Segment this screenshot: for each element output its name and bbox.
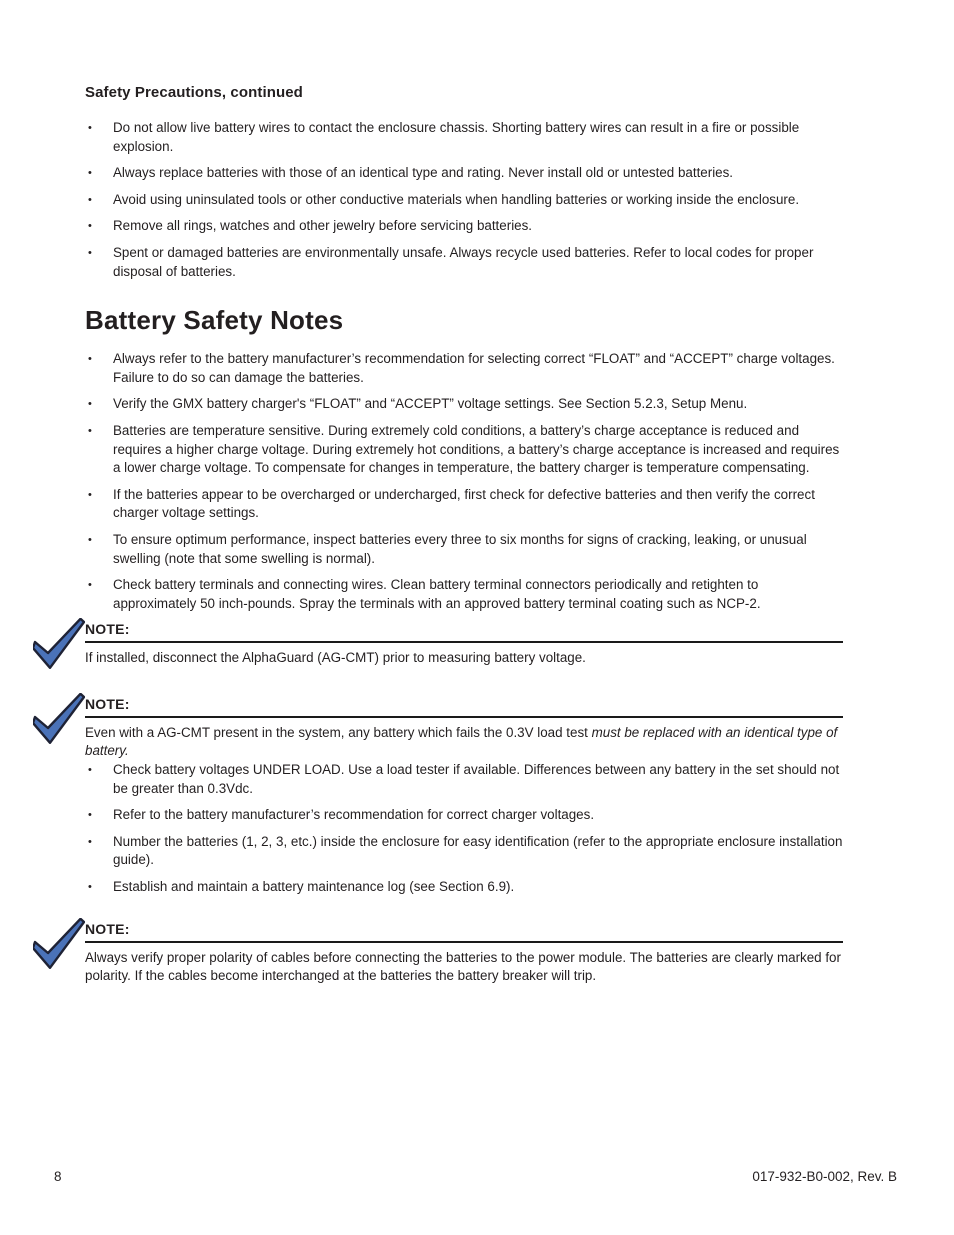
list-item-text: Always refer to the battery manufacturer’s recommendation for selecting correct “FLOAT” and “ACCEPT” charge voltages. Failure to do so can damage the batteries. [113,351,835,385]
bullet-icon: • [88,809,92,822]
note-text-span: Always verify proper polarity of cables before connecting the batteries to the power module. The batteries are clearly marked for polarity. If the cables become interchanged at the batteries the battery breaker will trip. [85,949,841,984]
list-item [85,806,843,825]
bullet-icon: • [88,398,92,411]
document-reference: 017-932-B0-002, Rev. B [752,1169,897,1184]
list-item-text: If the batteries appear to be overcharged or undercharged, first check for defective batteries and then verify the correct charger voltage settings. [113,486,815,521]
list-item-text: Spent or damaged batteries are environmentally unsafe. Always recycle used batteries. Refer to local codes for proper disposal of batteries. [113,244,814,279]
bullet-icon: • [88,193,92,206]
checkmark-icon [33,918,85,969]
note-label: NOTE: [85,621,843,643]
note-label: NOTE: [85,696,843,718]
bullet-icon: • [88,533,92,546]
list-item-text: Check battery voltages UNDER LOAD. Use a load tester if available. Differences between any battery in the set should not be greater than 0.3Vdc. [113,762,840,796]
bullet-icon: • [88,579,92,592]
bullet-icon: • [88,167,92,180]
list-item [85,486,843,523]
list-item [85,217,843,236]
checkmark-icon [33,618,85,669]
section-heading-safety-precautions: Safety Precautions, continued [85,84,303,101]
note-block [85,696,843,761]
list-item [85,244,843,281]
list-item-text: To ensure optimum performance, inspect batteries every three to six months for signs of cracking, leaking, or unusual swelling (note that some swelling is normal). [113,531,807,566]
list-item-text: Remove all rings, watches and other jewelry before servicing batteries. [113,218,533,234]
page-footer [54,1169,897,1184]
list-item [85,164,843,183]
bullet-icon: • [88,488,92,501]
note-text [85,949,843,986]
note-block [85,621,843,668]
list-item [85,350,843,387]
note-text-span: If installed, disconnect the AlphaGuard (AG-CMT) prior to measuring battery voltage. [85,650,586,666]
bullet-icon: • [88,353,92,366]
list-item-text: Always replace batteries with those of an identical type and rating. Never install old or untested batteries. [113,165,734,181]
list-item [85,878,843,897]
list-item-text: Avoid using uninsulated tools or other conductive materials when handling batteries or working inside the enclosure. [113,191,800,207]
note-text-span: Even with a AG-CMT present in the system, any battery which fails the 0.3V load test [85,724,592,740]
bullet-icon: • [88,220,92,233]
note-text-italic: must be replaced with an identical type of battery. [85,724,838,759]
note-block [85,921,843,986]
battery-check-list [85,761,843,897]
bullet-icon: • [88,424,92,437]
note-label: NOTE: [85,921,843,943]
list-item [85,576,843,613]
list-item [85,833,843,870]
safety-precautions-list [85,119,843,281]
list-item-text: Refer to the battery manufacturer’s recommendation for correct charger voltages. [113,807,595,823]
bullet-icon: • [88,881,92,894]
battery-safety-notes-list [85,350,843,613]
list-item [85,395,843,414]
list-item [85,422,843,478]
list-item [85,761,843,798]
note-text [85,649,843,668]
list-item-text: Check battery terminals and connecting wires. Clean battery terminal connectors periodically and retighten to approximately 50 inch-pounds. Spray the terminals with an approved battery terminal coating such as NCP-2. [113,577,761,611]
list-item [85,191,843,210]
list-item-text: Establish and maintain a battery maintenance log (see Section 6.9). [113,879,515,895]
list-item-text: Do not allow live battery wires to contact the enclosure chassis. Shorting battery wires can result in a fire or possible explosion. [113,120,800,154]
list-item-text: Batteries are temperature sensitive. During extremely cold conditions, a battery’s charge acceptance is reduced and requires a higher charge voltage. During extremely hot conditions, a battery’s charge acceptance is increased and requires a lower charge voltage. To compensate for changes in temperature, the battery charger is temperature compensating. [113,422,840,476]
bullet-icon: • [88,764,92,777]
list-item-text: Verify the GMX battery charger's “FLOAT” and “ACCEPT” voltage settings. See Section 5.2.3, Setup Menu. [113,396,748,412]
list-item-text: Number the batteries (1, 2, 3, etc.) inside the enclosure for easy identification (refer to the appropriate enclosure installation guide). [113,833,843,868]
bullet-icon: • [88,122,92,134]
list-item [85,531,843,568]
page-title-battery-safety-notes: Battery Safety Notes [85,305,344,336]
checkmark-icon [33,693,85,744]
bullet-icon: • [88,246,92,259]
note-text [85,724,843,761]
page-number: 8 [54,1169,62,1184]
bullet-icon: • [88,835,92,848]
list-item [85,119,843,156]
